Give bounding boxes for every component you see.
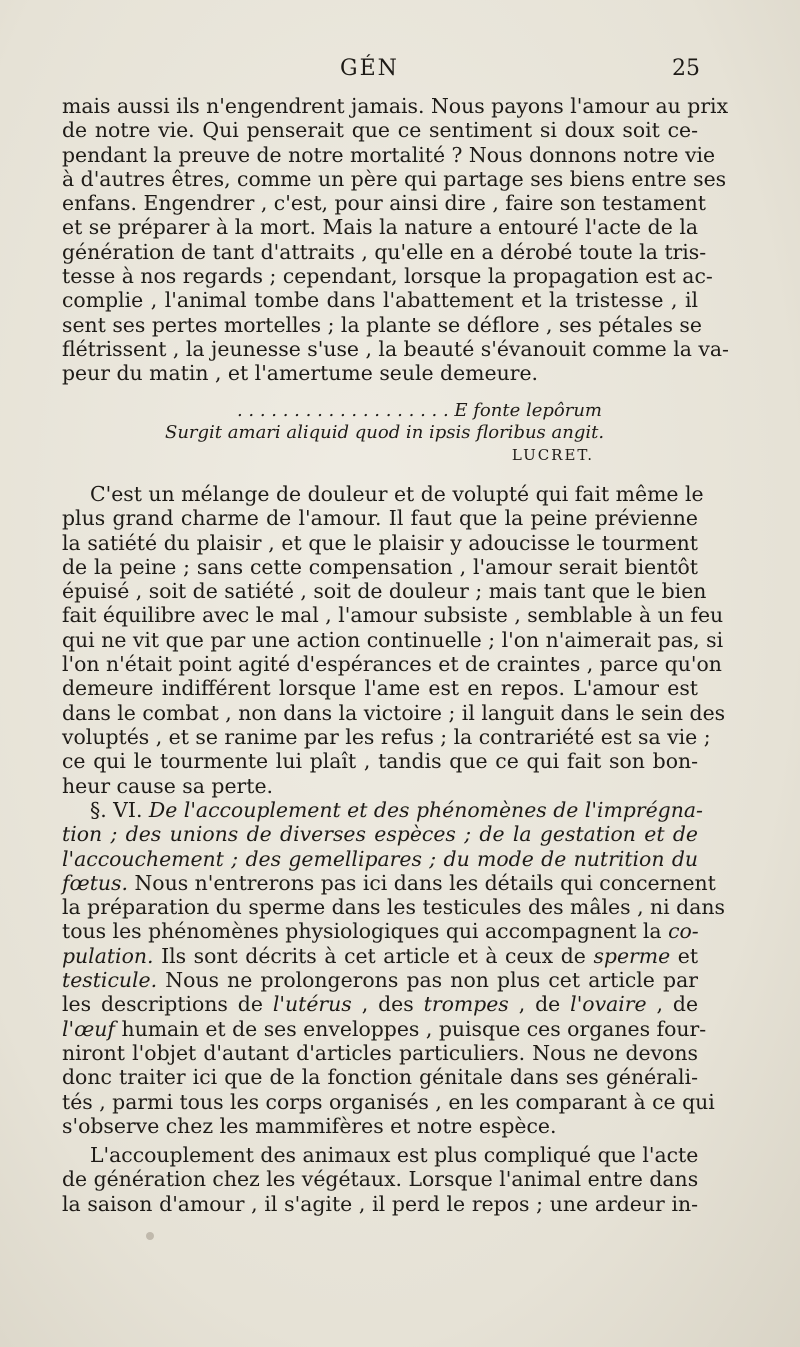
text-line: complie , l'animal tombe dans l'abattement et la tristesse , il — [62, 288, 698, 313]
ink-spot — [146, 1232, 154, 1240]
italic-term: sperme — [593, 943, 671, 968]
text-span: humain et de ses enveloppes , puisque ces organes four- — [121, 1016, 707, 1041]
paragraph-2 — [62, 482, 726, 798]
text-span: et — [677, 943, 699, 968]
text-line: la saison d'amour , il s'agite , il perd le repos ; une ardeur in- — [62, 1191, 698, 1216]
text-span: les descriptions de — [62, 992, 263, 1017]
section-heading-line — [62, 847, 698, 871]
text-line: épuisé , soit de satiété , soit de douleur ; mais tant que le bien — [62, 579, 707, 604]
text-line: plus grand charme de l'amour. Il faut que la peine prévienne — [62, 506, 698, 531]
section-number: §. VI. — [90, 798, 143, 822]
section-title: tion ; des unions de diverses espèces ; de la gestation et de — [62, 822, 698, 847]
text-span: , des — [361, 992, 414, 1017]
text-line: qui ne vit que par une action continuelle ; l'on n'aimerait pas, si — [62, 627, 724, 652]
italic-term: co- — [668, 919, 699, 944]
text-span: , de — [656, 992, 699, 1017]
text-line — [62, 919, 698, 943]
text-line: la préparation du sperme dans les testicules des mâles , ni dans — [62, 895, 725, 920]
text-line: L'accouplement des animaux est plus compliqué que l'acte — [90, 1143, 699, 1167]
text-line: demeure indifférent lorsque l'ame est en repos. L'amour est — [62, 676, 698, 701]
text-line: l'on n'était point agité d'espérances et de craintes , parce qu'on — [62, 652, 722, 677]
text-line — [62, 1016, 707, 1041]
text-line — [62, 870, 716, 895]
section-vi — [62, 798, 725, 1138]
text-line: s'observe chez les mammifères et notre espèce. — [62, 1113, 557, 1138]
text-line: donc traiter ici que de la fonction génitale dans ses générali- — [62, 1065, 698, 1090]
text-line — [62, 968, 698, 992]
section-title: fœtus. — [62, 870, 128, 895]
text-line: voluptés , et se ranime par les refus ; la contrariété est sa vie ; — [62, 724, 711, 749]
page-number: 25 — [672, 56, 700, 81]
text-line: génération de tant d'attraits , qu'elle en a dérobé toute la tris- — [62, 239, 707, 264]
text-line: et se préparer à la mort. Mais la nature a entouré l'acte de la — [62, 215, 698, 240]
text-line — [62, 944, 698, 968]
quote-line: Surgit amari aliquid quod in ipsis floribus angit. — [165, 422, 605, 443]
italic-term: l'œuf — [62, 1016, 115, 1041]
running-head: GÉN — [340, 56, 399, 81]
italic-term: l'ovaire — [570, 992, 647, 1017]
text-span: tous les phénomènes physiologiques qui accompagnent la — [62, 919, 662, 944]
italic-term: pulation. — [62, 943, 154, 968]
text-line: à d'autres êtres, comme un père qui partage ses biens entre ses — [62, 166, 727, 191]
text-line: mais aussi ils n'engendrent jamais. Nous payons l'amour au prix — [62, 94, 729, 118]
text-line: enfans. Engendrer , c'est, pour ainsi dire , faire son testament — [62, 191, 706, 216]
text-line: tesse à nos regards ; cependant, lorsque la propagation est ac- — [62, 264, 713, 289]
text-span: , de — [518, 992, 561, 1017]
quote-line: . . . . . . . . . . . . . . . . . . . E fonte lepôrum — [236, 400, 602, 421]
text-line: ce qui le tourmente lui plaît , tandis que ce qui fait son bon- — [62, 749, 698, 774]
italic-term: testicule. — [62, 968, 158, 993]
text-span: Ils sont décrits à cet article et à ceux de — [161, 943, 586, 968]
text-line: de la peine ; sans cette compensation , l'amour serait bientôt — [62, 554, 698, 579]
text-line: tés , parmi tous les corps organisés , en les comparant à ce qui — [62, 1089, 715, 1114]
italic-term: l'utérus — [272, 992, 352, 1017]
text-line: de génération chez les végétaux. Lorsque l'animal entre dans — [62, 1167, 699, 1192]
section-title: l'accouchement ; des gemellipares ; du mode de nutrition du — [62, 846, 698, 871]
section-title: De l'accouplement et des phénomènes de l'imprégna- — [148, 798, 703, 822]
italic-term: trompes — [423, 992, 509, 1017]
quote-attribution: LUCRET. — [511, 446, 594, 464]
text-line: fait équilibre avec le mal , l'amour subsiste , semblable à un feu — [62, 603, 724, 628]
section-heading-line — [62, 798, 703, 822]
text-line — [62, 992, 698, 1016]
text-line: sent ses pertes mortelles ; la plante se déflore , ses pétales se — [62, 312, 702, 337]
section-heading-line — [62, 822, 698, 846]
text-line: de notre vie. Qui penserait que ce sentiment si doux soit ce- — [62, 118, 698, 143]
paragraph-1 — [62, 94, 729, 386]
text-line: heur cause sa perte. — [62, 773, 273, 798]
text-span: Nous ne prolongerons pas non plus cet article par — [165, 968, 698, 993]
page-header — [0, 56, 800, 90]
text-line: C'est un mélange de douleur et de volupté qui fait même le — [90, 482, 704, 506]
text-line: niront l'objet d'autant d'articles particuliers. Nous ne devons — [62, 1040, 698, 1065]
text-line: dans le combat , non dans la victoire ; il languit dans le sein des — [62, 700, 726, 725]
paragraph-4 — [62, 1143, 698, 1216]
text-line: la satiété du plaisir , et que le plaisir y adoucisse le tourment — [62, 530, 698, 555]
text-line: flétrissent , la jeunesse s'use , la beauté s'évanouit comme la va- — [62, 336, 729, 361]
text-line: pendant la preuve de notre mortalité ? Nous donnons notre vie — [62, 142, 716, 167]
text-span: Nous n'entrerons pas ici dans les détails qui concernent — [134, 870, 716, 895]
text-line: peur du matin , et l'amertume seule demeure. — [62, 361, 539, 386]
